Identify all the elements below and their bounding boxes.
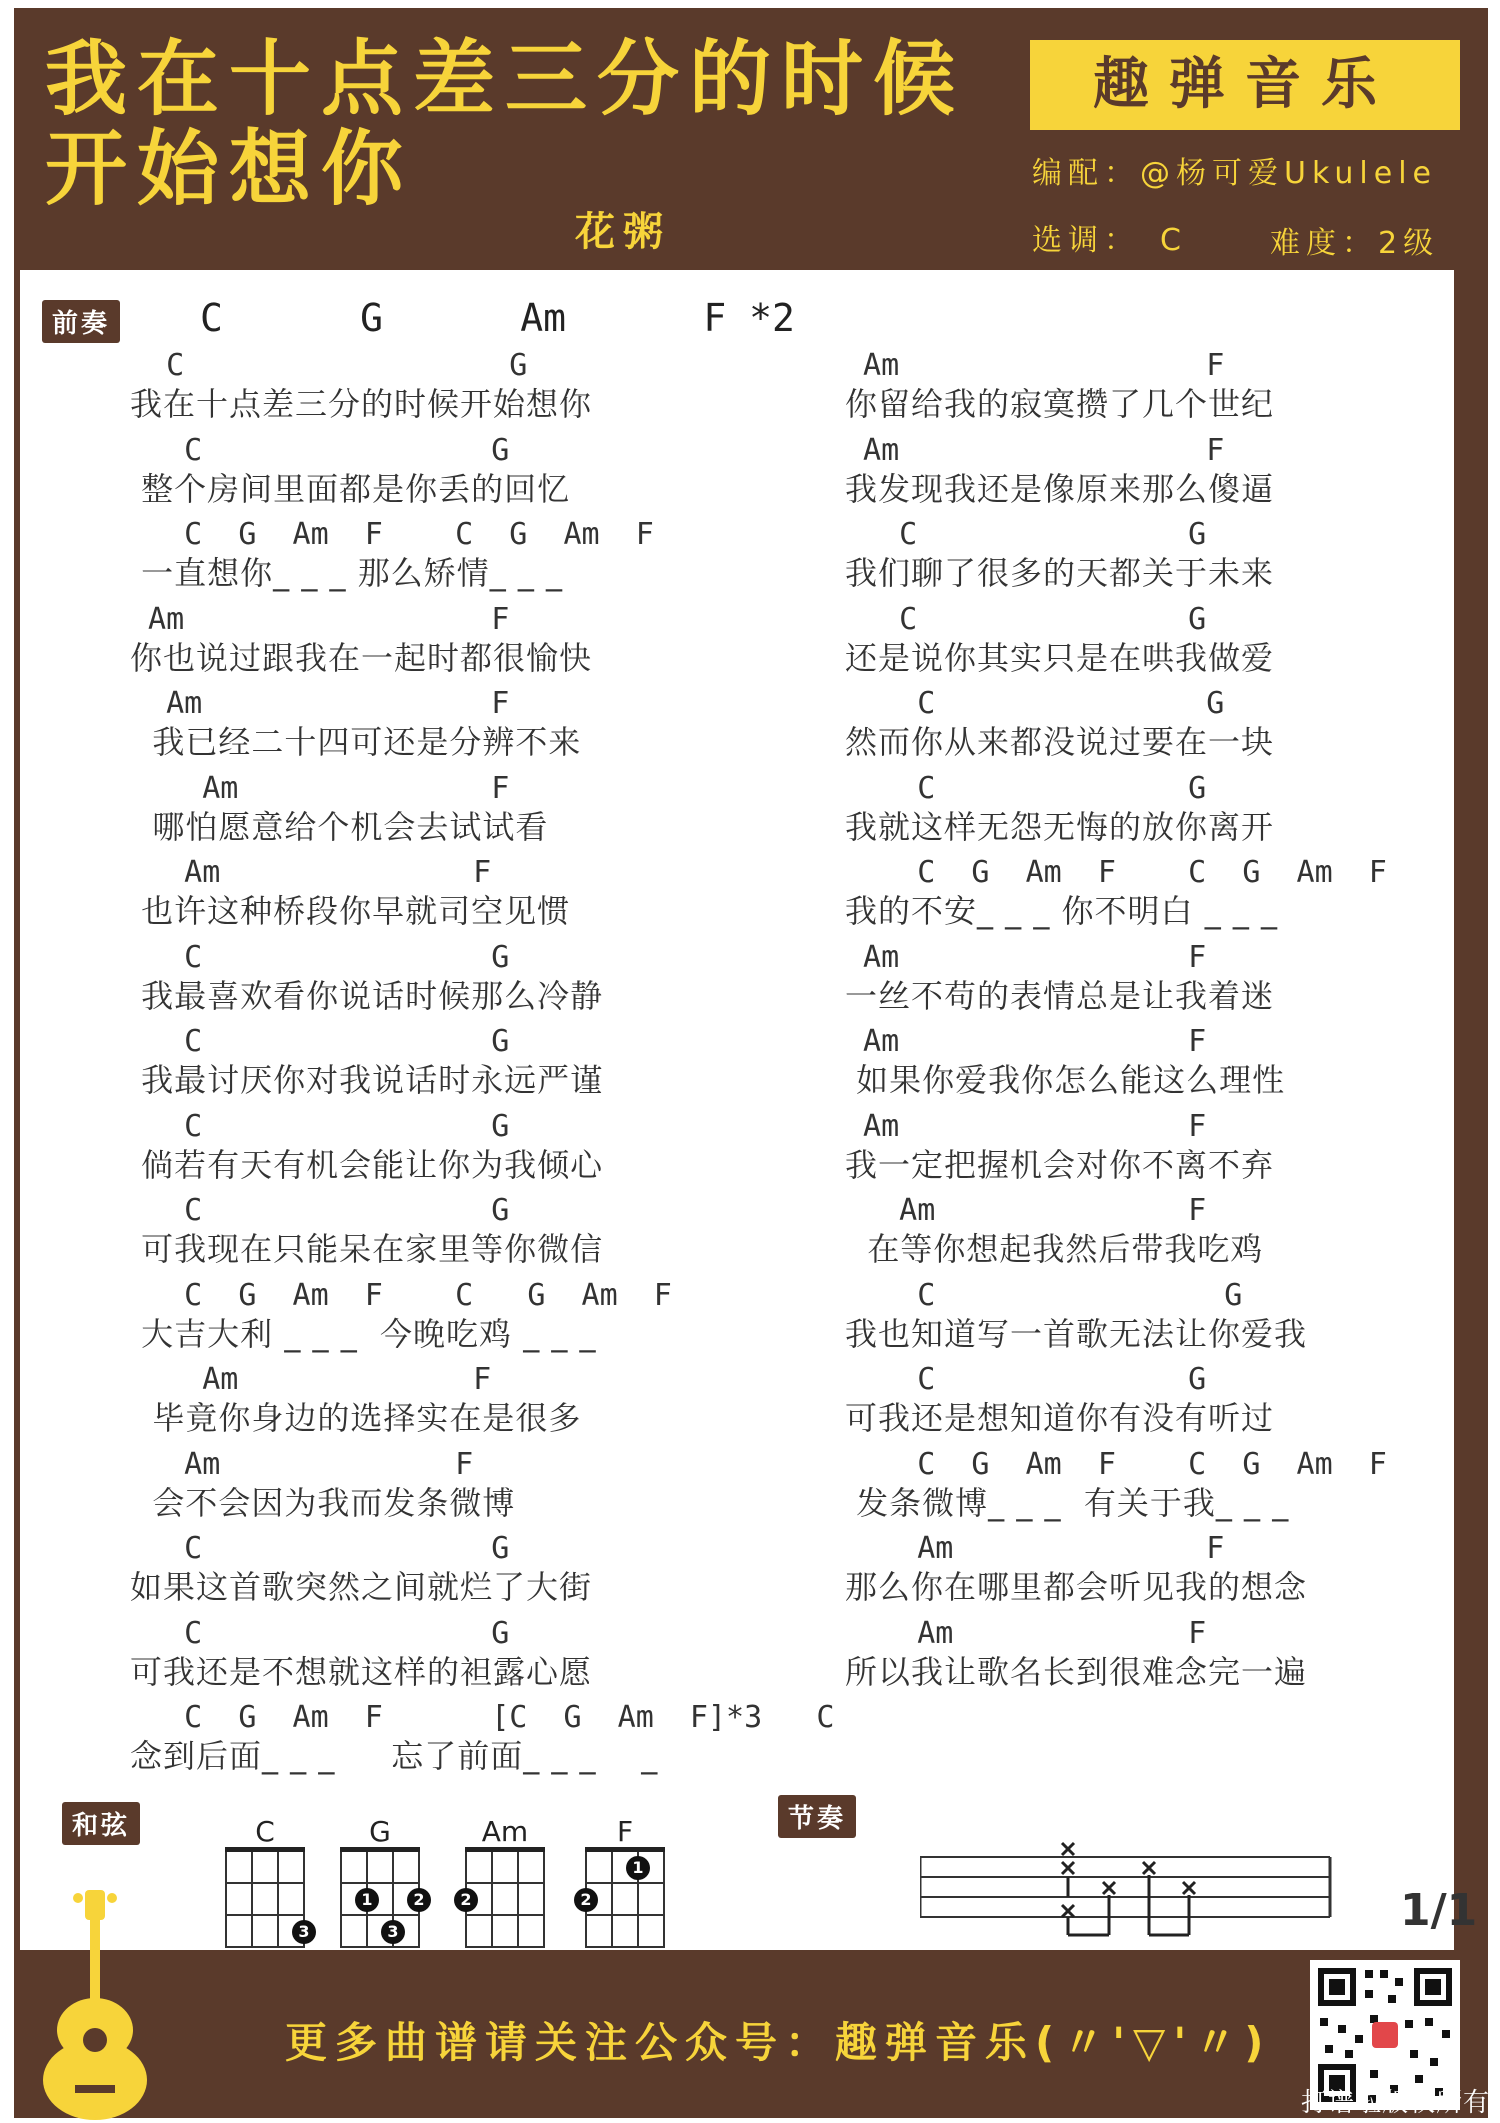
key-value: C: [1160, 223, 1187, 258]
lyric-text: 哪怕愿意给个机会去试试看: [130, 807, 549, 846]
difficulty-value: 2级: [1378, 226, 1440, 261]
chord-line: C G: [130, 432, 510, 468]
left-lyrics-column: [130, 348, 835, 1785]
lyric-line: [130, 602, 800, 687]
chord-diagram: [460, 1815, 545, 1948]
chord-line: C G: [130, 348, 528, 383]
chord-line: Am F: [845, 432, 1225, 468]
chord-diagram-name: F: [616, 1815, 634, 1848]
fret-line: [340, 1914, 420, 1916]
lyric-line: [845, 1024, 1500, 1109]
lyric-line: [845, 855, 1500, 940]
lyric-line: [130, 1362, 800, 1447]
fret-line: [225, 1946, 305, 1948]
lyric-line: [130, 1109, 800, 1194]
lyric-line: [845, 348, 1500, 433]
chord-line: Am F: [130, 686, 510, 721]
lyric-text: 在等你想起我然后带我吃鸡: [845, 1230, 1264, 1268]
chord-line: C G: [845, 1362, 1207, 1397]
chord-line: Am F: [130, 855, 492, 890]
arranger-value: @杨可爱Ukulele: [1140, 156, 1438, 191]
lyric-line: [130, 433, 800, 518]
fret-line: [465, 1882, 545, 1884]
difficulty-info: [1270, 218, 1439, 262]
string-line: [277, 1852, 279, 1948]
lyric-text: 我的不安_ _ _ 你不明白 _ _ _: [845, 892, 1279, 930]
chord-diagram-name: C: [255, 1815, 275, 1848]
singer-name: 花粥: [575, 209, 671, 255]
lyric-text: 如果这首歌突然之间就烂了大街: [130, 1568, 593, 1606]
finger-dot: 2: [407, 1888, 431, 1912]
song-title-line2: 开始想你: [45, 121, 414, 217]
chord-diagram-name: G: [369, 1815, 391, 1848]
right-lyrics-column: [845, 348, 1500, 1700]
lyric-line: [845, 1362, 1500, 1447]
lyric-text: 你留给我的寂寞攒了几个世纪: [845, 385, 1275, 423]
chord-diagram-name: Am: [481, 1815, 529, 1848]
chord-line: Am F: [130, 601, 510, 637]
finger-dot: 1: [355, 1888, 379, 1912]
lyric-text: 念到后面_ _ _ 忘了前面_ _ _ _: [130, 1737, 659, 1775]
string-line: [225, 1852, 227, 1948]
finger-dot: 2: [574, 1888, 598, 1912]
fret-line: [340, 1946, 420, 1948]
fret-grid: [460, 1847, 545, 1948]
chord-line: C G Am F C G Am F: [845, 855, 1387, 890]
chords-tag: 和弦: [62, 1802, 140, 1845]
lyric-line: [130, 1447, 800, 1532]
lyric-text: 我发现我还是像原来那么傻逼: [845, 469, 1275, 508]
copyright-watermark: 打谱啦版权所有: [1300, 2088, 1490, 2118]
fret-line: [340, 1882, 420, 1884]
intro-tag: 前奏: [42, 300, 120, 343]
chord-line: Am F: [845, 1193, 1207, 1228]
lyric-line: [130, 517, 800, 602]
fret-line: [585, 1882, 665, 1884]
lyric-text: 可我还是不想就这样的袒露心愿: [130, 1652, 593, 1691]
chord-line: C G: [130, 1531, 510, 1566]
chord-line: C G: [845, 686, 1225, 721]
arranger-info: [1032, 148, 1437, 192]
chord-diagram: [340, 1815, 425, 1948]
lyric-text: 我也知道写一首歌无法让你爱我: [845, 1314, 1308, 1353]
lyric-text: 大吉大利 _ _ _ 今晚吃鸡 _ _ _: [130, 1314, 597, 1353]
chord-line: Am F: [845, 1531, 1225, 1566]
lyric-line: [845, 602, 1500, 687]
lyric-text: 整个房间里面都是你丢的回忆: [130, 469, 571, 508]
lyric-text: 发条微博_ _ _ 有关于我_ _ _: [845, 1483, 1290, 1522]
rhythm-tag: 节奏: [778, 1795, 856, 1838]
lyric-line: [130, 348, 800, 433]
lyric-line: [130, 1193, 800, 1278]
lyric-text: 可我现在只能呆在家里等你微信: [130, 1230, 604, 1268]
chord-line: C G: [130, 1615, 510, 1651]
fret-line: [585, 1914, 665, 1916]
lyric-text: 然而你从来都没说过要在一块: [845, 723, 1275, 761]
lyric-text: 还是说你其实只是在哄我做爱: [845, 638, 1275, 677]
lyric-line: [130, 771, 800, 856]
lyric-text: 我们聊了很多的天都关于未来: [845, 554, 1275, 592]
chord-line: Am F: [845, 348, 1225, 383]
lyric-line: [130, 1531, 800, 1616]
lyric-line: [845, 1616, 1500, 1701]
finger-dot: 2: [454, 1888, 478, 1912]
lyric-line: [845, 940, 1500, 1025]
chord-line: C G: [130, 1024, 510, 1059]
arranger-label: 编配：: [1032, 156, 1140, 191]
finger-dot: 3: [381, 1920, 405, 1944]
lyric-line: [845, 686, 1500, 771]
lyric-line: [845, 1531, 1500, 1616]
chord-diagram: [580, 1815, 665, 1948]
lyric-line: [845, 433, 1500, 518]
string-line: [611, 1852, 613, 1948]
chord-line: Am F: [845, 939, 1207, 975]
finger-dot: 3: [292, 1920, 316, 1944]
song-title-line1: 我在十点差三分的时候: [45, 31, 966, 127]
lyric-text: 一丝不苟的表情总是让我着迷: [845, 976, 1275, 1015]
finger-dot: 1: [626, 1856, 650, 1880]
lyric-line: [130, 1024, 800, 1109]
chord-line: Am F: [845, 1108, 1207, 1144]
lyric-line: [130, 686, 800, 771]
lyric-line: [845, 517, 1500, 602]
lyric-text: 一直想你_ _ _ 那么矫情_ _ _: [130, 554, 564, 592]
lyric-text: 我一定把握机会对你不离不弃: [845, 1145, 1275, 1184]
chord-line: C G Am F C G Am F: [130, 1277, 672, 1313]
intro-chords: C G Am F *2: [200, 296, 795, 340]
lyric-text: 我最喜欢看你说话时候那么冷静: [130, 976, 604, 1015]
fret-line: [225, 1914, 305, 1916]
lyric-text: 我在十点差三分的时候开始想你: [130, 385, 593, 423]
key-info: [1032, 215, 1187, 259]
lyric-text: 所以我让歌名长到很难念完一遍: [845, 1652, 1308, 1691]
chord-line: C G: [845, 517, 1207, 552]
chord-line: C G: [845, 601, 1207, 637]
lyric-line: [130, 940, 800, 1025]
chord-diagram: [225, 1815, 310, 1948]
lyric-text: 如果你爱我你怎么能这么理性: [845, 1061, 1286, 1099]
fret-grid: [580, 1847, 665, 1948]
lyric-line: [130, 1700, 835, 1785]
footer-follow-text: 更多曲谱请关注公众号：趣弹音乐(〃'▽'〃): [285, 2018, 1272, 2067]
lyric-line: [845, 1193, 1500, 1278]
lyric-line: [845, 1278, 1500, 1363]
lyric-text: 倘若有天有机会能让你为我倾心: [130, 1145, 604, 1184]
string-line: [663, 1852, 665, 1948]
string-line: [340, 1852, 342, 1948]
lyric-text: 也许这种桥段你早就司空见惯: [130, 892, 571, 930]
rhythm-pattern: [920, 1835, 1340, 1945]
fret-line: [585, 1946, 665, 1948]
fret-line: [225, 1882, 305, 1884]
chord-line: C G: [845, 1277, 1243, 1313]
chord-line: C G Am F C G Am F: [130, 517, 654, 552]
chord-line: Am F: [130, 1362, 492, 1397]
brand-logo: 趣弹音乐: [1030, 40, 1460, 130]
lyric-text: 我最讨厌你对我说话时永远严谨: [130, 1061, 604, 1099]
page-number: 1/1: [1400, 1885, 1478, 1936]
lyric-line: [845, 1109, 1500, 1194]
lyric-text: 毕竟你身边的选择实在是很多: [130, 1399, 582, 1437]
lyric-text: 我就这样无怨无悔的放你离开: [845, 807, 1275, 846]
lyric-line: [845, 1447, 1500, 1532]
ukulele-icon: [30, 1880, 160, 2120]
chord-line: C G: [130, 939, 510, 975]
string-line: [543, 1852, 545, 1948]
fret-line: [465, 1946, 545, 1948]
lyric-text: 我已经二十四可还是分辨不来: [130, 723, 582, 761]
chord-line: C G: [845, 770, 1207, 806]
chord-line: Am F: [845, 1024, 1207, 1059]
chord-line: C G: [130, 1108, 510, 1144]
chord-line: C G: [130, 1193, 510, 1228]
chord-line: C G Am F [C G Am F]*3 C: [130, 1700, 835, 1735]
chord-line: C G Am F C G Am F: [845, 1446, 1387, 1482]
difficulty-label: 难度：: [1270, 226, 1378, 261]
lyric-line: [845, 771, 1500, 856]
lyric-text: 你也说过跟我在一起时都很愉快: [130, 638, 593, 677]
chord-line: Am F: [130, 770, 510, 806]
lyric-line: [130, 1278, 800, 1363]
key-label: 选调：: [1032, 223, 1140, 258]
lyric-text: 那么你在哪里都会听见我的想念: [845, 1568, 1308, 1606]
lyric-line: [130, 1616, 800, 1701]
fret-grid: [225, 1847, 310, 1948]
lyric-text: 会不会因为我而发条微博: [130, 1483, 516, 1522]
string-line: [517, 1852, 519, 1948]
lyric-text: 可我还是想知道你有没有听过: [845, 1399, 1275, 1437]
fret-line: [465, 1914, 545, 1916]
string-line: [251, 1852, 253, 1948]
string-line: [491, 1852, 493, 1948]
chord-line: Am F: [130, 1446, 474, 1482]
lyric-line: [130, 855, 800, 940]
fret-grid: [340, 1847, 425, 1948]
chord-line: Am F: [845, 1615, 1207, 1651]
